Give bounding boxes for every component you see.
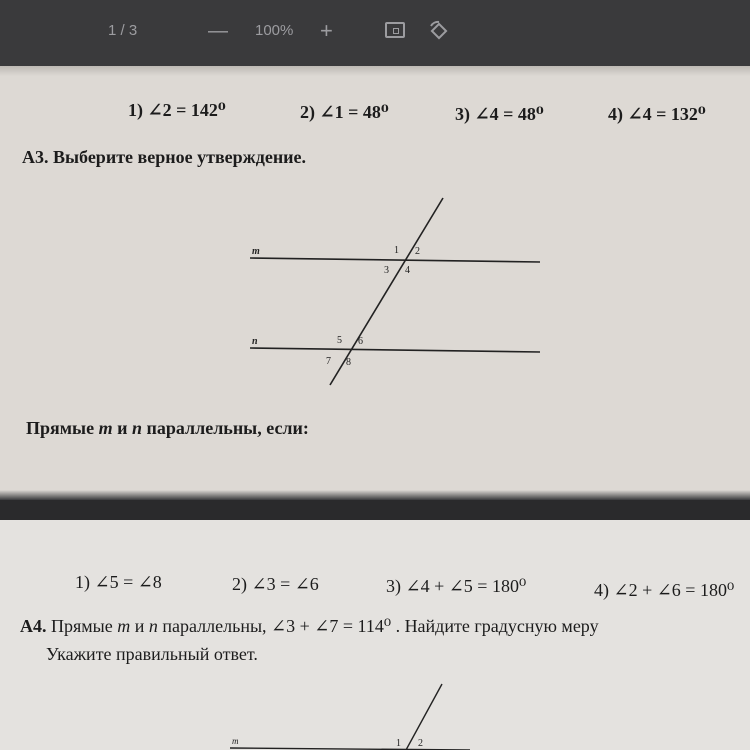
angle-4: 4 xyxy=(405,265,410,276)
a3-option-3: 3) ∠4 + ∠5 = 180⁰ xyxy=(386,576,527,596)
a3-prompt-text-2: параллельны, если: xyxy=(141,418,309,438)
a4-m: m xyxy=(117,616,131,636)
a3-title xyxy=(22,147,306,168)
a4-transversal xyxy=(406,684,442,750)
fit-page-icon[interactable] xyxy=(385,22,405,38)
label-n: n xyxy=(252,336,258,347)
a3-prompt-m: m xyxy=(98,418,113,438)
a3-prompt xyxy=(26,418,309,439)
a3-number: А3. xyxy=(22,147,49,167)
a3-option-2: 2) ∠3 = ∠6 xyxy=(232,574,319,594)
a3-option-1: 1) ∠5 = ∠8 xyxy=(75,572,162,592)
a3-prompt-text-1: Прямые xyxy=(26,418,99,438)
line-m xyxy=(250,258,540,262)
line-n xyxy=(250,348,540,352)
a4-angle-1: 1 xyxy=(396,738,401,749)
a3-prompt-n: n xyxy=(131,418,142,438)
a3-prompt-and: и xyxy=(112,418,132,438)
angle-2: 2 xyxy=(415,246,420,257)
angle-3: 3 xyxy=(384,265,389,276)
zoom-in-button[interactable]: + xyxy=(320,18,333,43)
a4-label-m: m xyxy=(232,736,239,746)
a4-figure xyxy=(220,680,480,750)
toolbar-shadow xyxy=(0,66,750,76)
a2-option-4: 4) ∠4 = 132⁰ xyxy=(608,104,706,124)
label-m: m xyxy=(252,246,260,257)
viewer-toolbar xyxy=(0,0,750,66)
a2-option-2: 2) ∠1 = 48⁰ xyxy=(300,102,389,122)
a4-text-3: Укажите правильный ответ. xyxy=(46,644,258,664)
a4-text-2: параллельны, ∠3 + ∠7 = 114⁰ . Найдите градусную меру xyxy=(157,616,599,636)
a3-figure xyxy=(240,190,560,390)
angle-5: 5 xyxy=(337,335,342,346)
a2-option-1: 1) ∠2 = 142⁰ xyxy=(128,100,226,120)
a4-angle-2: 2 xyxy=(418,738,423,749)
a2-option-3: 3) ∠4 = 48⁰ xyxy=(455,104,544,124)
angle-8: 8 xyxy=(346,357,351,368)
zoom-out-button[interactable]: — xyxy=(208,20,228,42)
screen-edge-shadow xyxy=(0,490,750,500)
a3-title-text: Выберите верное утверждение. xyxy=(53,147,307,167)
a4-and: и xyxy=(130,616,149,636)
a3-option-4: 4) ∠2 + ∠6 = 180⁰ xyxy=(594,580,735,600)
a4-number: А4. xyxy=(20,616,47,636)
angle-7: 7 xyxy=(326,356,331,367)
a4-text-line-1 xyxy=(20,616,599,637)
angle-6: 6 xyxy=(358,336,363,347)
angle-1: 1 xyxy=(394,245,399,256)
a4-text-1: Прямые xyxy=(51,616,118,636)
page-indicator: 1 / 3 xyxy=(108,22,138,39)
rotate-icon[interactable] xyxy=(428,20,450,42)
screen-edge xyxy=(0,500,750,520)
a4-n: n xyxy=(148,616,158,636)
zoom-level: 100% xyxy=(255,22,294,39)
